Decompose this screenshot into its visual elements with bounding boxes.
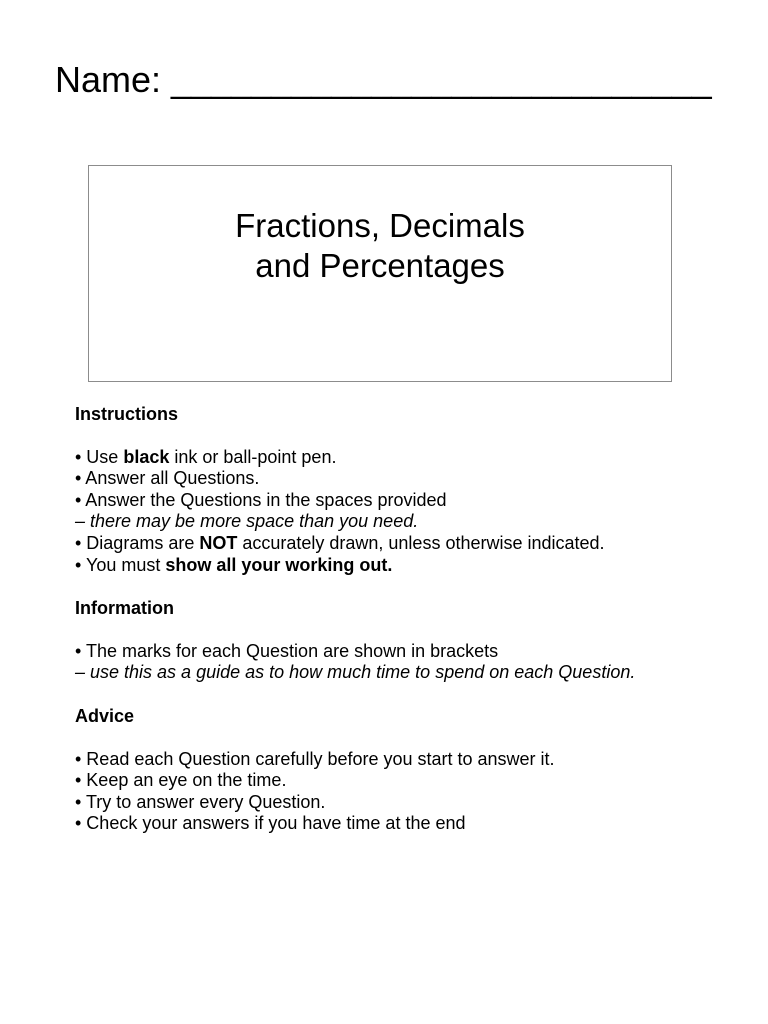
instructions-heading: Instructions (75, 404, 179, 424)
instruction-item: • Use black ink or ball-point pen. (75, 446, 337, 467)
name-label: Name: (55, 59, 162, 100)
advice-section (75, 705, 755, 835)
title-line-2: and Percentages (255, 247, 505, 284)
information-heading: Information (75, 598, 174, 619)
advice-item: • Read each Question carefully before you start to answer it. (75, 748, 555, 769)
instruction-item: • Answer the Questions in the spaces provided (75, 489, 447, 510)
information-item: • The marks for each Question are shown in brackets (75, 640, 499, 661)
instructions-content (75, 403, 755, 856)
title-box (88, 165, 672, 382)
instruction-item: • Answer all Questions. (75, 468, 260, 489)
title-line-1: Fractions, Decimals (235, 207, 525, 244)
instruction-note: – there may be more space than you need. (75, 511, 419, 532)
instruction-item: • You must show all your working out. (75, 554, 393, 575)
advice-item: • Try to answer every Question. (75, 791, 326, 812)
name-field[interactable] (55, 58, 712, 102)
information-note: – use this as a guide as to how much time to spend on each Question. (75, 662, 636, 683)
instruction-item: • Diagrams are NOT accurately drawn, unless otherwise indicated. (75, 532, 605, 553)
information-section (75, 597, 755, 684)
advice-item: • Check your answers if you have time at the end (75, 813, 466, 834)
instructions-section (75, 403, 755, 576)
name-blank-line[interactable]: ___________________________ (171, 59, 712, 100)
advice-item: • Keep an eye on the time. (75, 770, 287, 791)
advice-heading: Advice (75, 705, 135, 726)
